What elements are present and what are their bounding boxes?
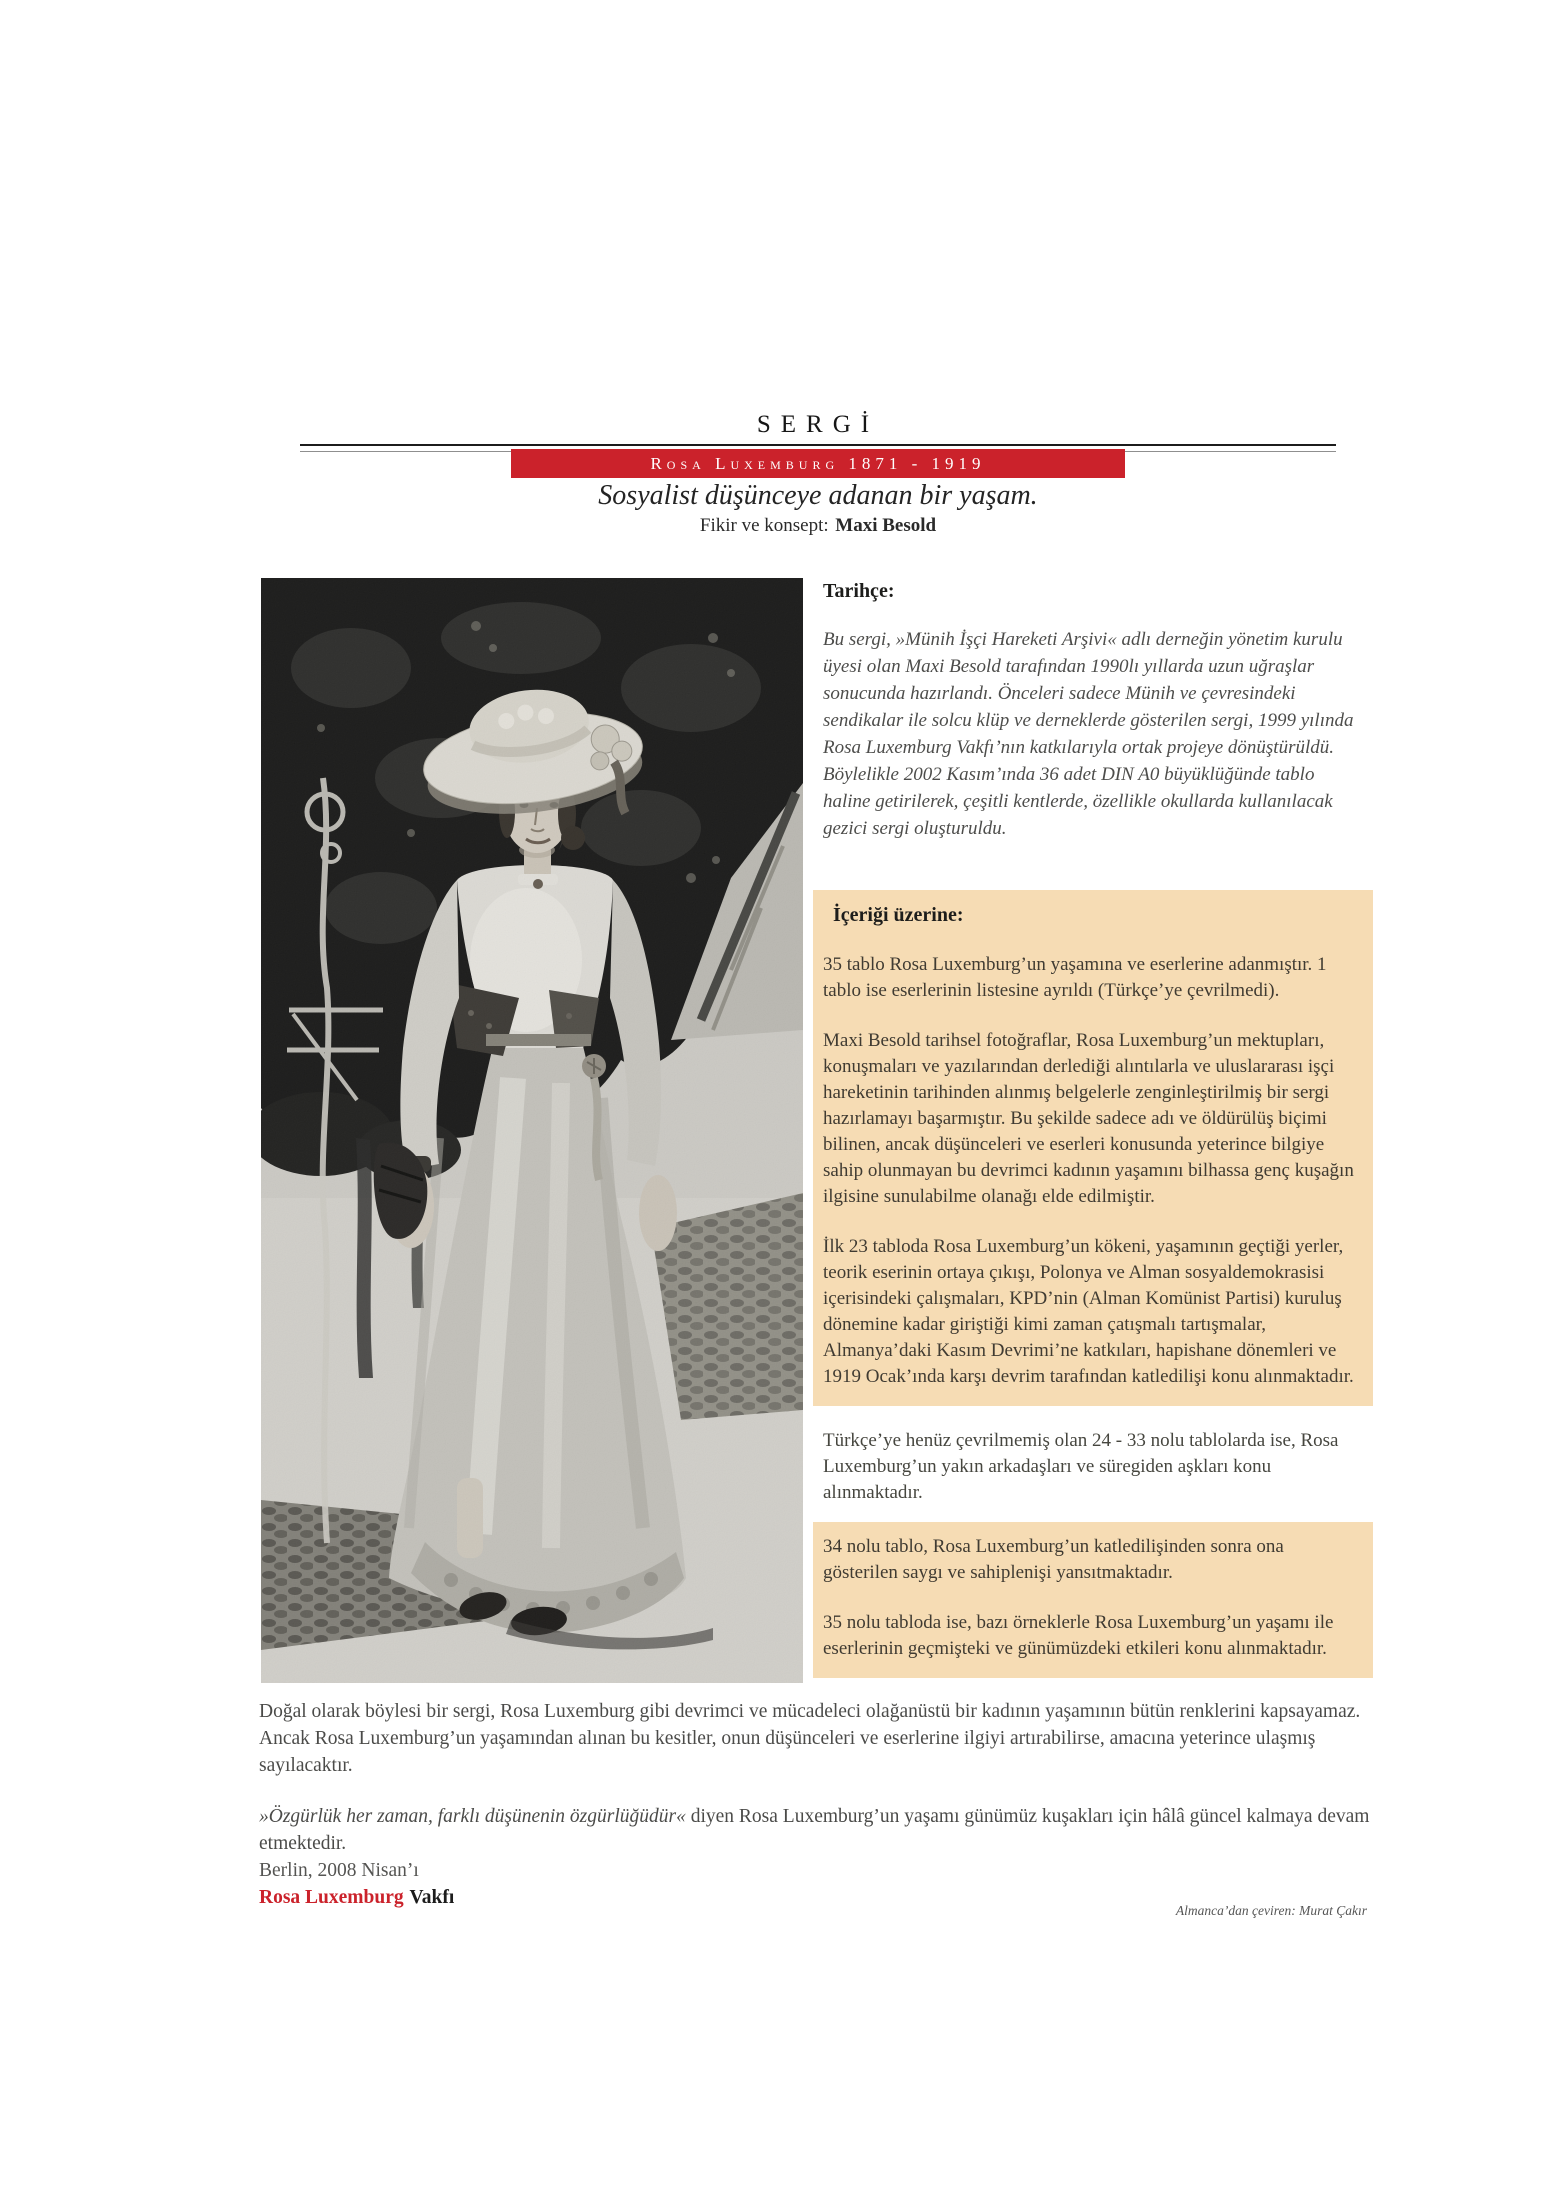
content-paragraph-3: İlk 23 tabloda Rosa Luxemburg’un kökeni, yaşamının geçtiği yerler, teorik eserinin ortaya çıkışı, Polonya ve Alman sosyaldemokrasisi içerisindeki çalışmaları, KPD’nin (Alman Komünist Partisi) kuruluş dönemine kadar giriştiği kimi zaman çatışmalı tartışmalar, Almanya’daki Kasım Devrimi’ne katkıları, hapishane dönemleri ve 1919 Ocak’ında karşı devrim tarafından katledilişi konu alınmaktadır.	[823, 1236, 1354, 1387]
org-name-red: Rosa Luxemburg	[259, 1887, 404, 1908]
page-subtitle: Sosyalist düşünceye adanan bir yaşam.	[598, 480, 1038, 511]
closing-block	[259, 1698, 1400, 1911]
closing-paragraph: Doğal olarak böylesi bir sergi, Rosa Luxemburg gibi devrimci ve mücadeleci olağanüstü bir kadının yaşamının bütün renklerini kapsayamaz. Ancak Rosa Luxemburg’un yaşamından alınan bu kesitler, onun düşünceleri ve eserlerine ilgiyi artırabilirse, amacına yeterince ulaşmış sayılacaktır.	[259, 1701, 1361, 1776]
content-box-2	[813, 1522, 1373, 1678]
quote-italic: »Özgürlük her zaman, farklı düşünenin özgürlüğüdür«	[259, 1806, 686, 1827]
content-heading: İçeriği üzerine:	[833, 904, 964, 926]
content-paragraph-4: 34 nolu tablo, Rosa Luxemburg’un katledilişinden sonra ona gösterilen saygı ve sahiplenişi yansıtmaktadır.	[823, 1536, 1284, 1583]
concept-name: Maxi Besold	[835, 515, 937, 536]
content-paragraph-5: 35 nolu tabloda ise, bazı örneklerle Rosa Luxemburg’un yaşamı ile eserlerinin geçmişteki ve günümüzdeki etkileri konu alınmaktadır.	[823, 1612, 1334, 1659]
history-heading: Tarihçe:	[823, 580, 895, 602]
concept-line	[300, 515, 1336, 537]
untranslated-tables-paragraph: Türkçe’ye henüz çevrilmemiş olan 24 - 33 nolu tablolarda ise, Rosa Luxemburg’un yakın arkadaşları ve süregiden aşkları konu alınmaktadır.	[823, 1430, 1339, 1503]
title-banner: Rosa Luxemburg 1871 - 1919	[511, 449, 1125, 478]
org-name-black: Vakfı	[409, 1887, 455, 1908]
quote-rest: diyen Rosa Luxemburg’un yaşamı günümüz kuşakları için hâlâ güncel kalmaya devam etmektedir.	[259, 1806, 1370, 1854]
page-kicker: SERGİ	[756, 411, 880, 438]
content-box-1	[813, 890, 1373, 1406]
right-column	[813, 578, 1373, 1678]
dateline: Berlin, 2008 Nisan’ı	[259, 1860, 419, 1881]
history-paragraph: Bu sergi, »Münih İşçi Hareketi Arşivi« adlı derneğin yönetim kurulu üyesi olan Maxi Besold tarafından 1990lı yıllarda uzun uğraşlar sonucunda hazırlandı. Önceleri sadece Münih ve çevresindeki sendikalar ile solcu klüp ve derneklerde gösterilen sergi, 1999 yılında Rosa Luxemburg Vakfı’nın katkılarıyla ortak projeye dönüştürüldü. Böylelikle 2002 Kasım’ında 36 adet DIN A0 büyüklüğünde tablo haline getirilerek, çeşitli kentlerde, özellikle okullarda kullanılacak gezici sergi oluşturuldu.	[823, 629, 1354, 839]
content-paragraph-1: 35 tablo Rosa Luxemburg’un yaşamına ve eserlerine adanmıştır. 1 tablo ise eserlerinin listesine ayrıldı (Türkçe’ye çevrilmedi).	[823, 954, 1327, 1001]
quote-paragraph	[259, 1803, 1400, 1857]
rosa-luxemburg-photo	[261, 578, 803, 1683]
translator-credit: Almanca’dan çeviren: Murat Çakır	[1175, 1903, 1367, 1918]
concept-label: Fikir ve konsept:	[699, 515, 829, 536]
content-paragraph-2: Maxi Besold tarihsel fotoğraflar, Rosa Luxemburg’un mektupları, konuşmaları ve yazılarından derlediği alıntılarla ve uluslararası işçi hareketinin tarihinden alınmış belgelerle zenginleştirilmiş bir sergi hazırlamayı başarmıştır. Bu şekilde sadece adı ve öldürülüş biçimi bilinen, ancak düşünceleri ve eserleri konusunda yeterince bilgiye sahip olunmayan bu devrimci kadının yaşamını bilhassa genç kuşağın ilgisine sunulabilme olanağı elde edilmiştir.	[823, 1030, 1354, 1207]
